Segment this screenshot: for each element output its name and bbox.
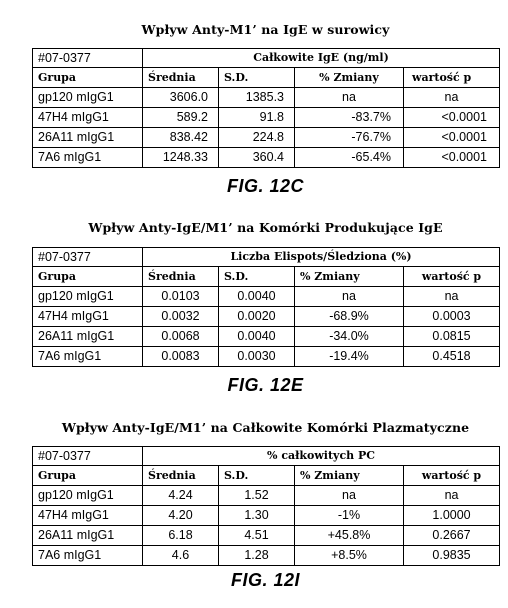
table-row [33,347,500,367]
cell-group: 26A11 mIgG1 [33,327,143,347]
figure-caption: FIG. 12E [227,375,304,395]
table-row [33,546,500,566]
cell-pvalue: 0.9835 [404,546,500,566]
cell-group: 26A11 mIgG1 [33,526,143,546]
cell-sd: 1.28 [219,546,295,566]
cell-pvalue: 0.0815 [404,327,500,347]
cell-pvalue: na [404,287,500,307]
table-title: Wpływ Anty-M1’ na IgE w surowicy [141,22,390,37]
header-row-2 [33,466,500,486]
data-table [32,48,500,168]
cell-group: 7A6 mIgG1 [33,347,143,367]
cell-pvalue: 0.2667 [404,526,500,546]
cell-mean: 6.18 [143,526,219,546]
cell-change: -34.0% [295,327,404,347]
cell-mean: 0.0068 [143,327,219,347]
cell-sd: 224.8 [219,128,295,148]
cell-change: -83.7% [295,108,404,128]
col-header-change: % Zmiany [295,466,404,486]
cell-change: na [295,88,404,108]
cell-change: +8.5% [295,546,404,566]
table-row [33,307,500,327]
col-header-pvalue: wartość p [404,267,500,287]
cell-change: na [295,486,404,506]
cell-group: 7A6 mIgG1 [33,148,143,168]
cell-pvalue: 0.4518 [404,347,500,367]
section-12e [32,210,499,405]
cell-group: gp120 mIgG1 [33,486,143,506]
cell-sd: 0.0030 [219,347,295,367]
col-header-sd: S.D. [219,267,295,287]
cell-pvalue: <0.0001 [404,148,500,168]
col-header-pvalue: wartość p [404,466,500,486]
cell-group: gp120 mIgG1 [33,287,143,307]
table-row [33,327,500,347]
cell-pvalue: na [404,486,500,506]
cell-pvalue: <0.0001 [404,108,500,128]
data-table [32,247,500,367]
cell-mean: 0.0032 [143,307,219,327]
cell-sd: 360.4 [219,148,295,168]
header-row-1 [33,248,500,267]
cell-sd: 1.52 [219,486,295,506]
span-header: Liczba Elispots/Śledziona (%) [143,248,500,267]
cell-group: 26A11 mIgG1 [33,128,143,148]
col-header-pvalue: wartość p [404,68,500,88]
cell-change: -19.4% [295,347,404,367]
cell-mean: 0.0103 [143,287,219,307]
cell-group: 47H4 mIgG1 [33,108,143,128]
col-header-change: % Zmiany [295,68,404,88]
cell-mean: 838.42 [143,128,219,148]
col-header-group: Grupa [33,68,143,88]
cell-pvalue: 0.0003 [404,307,500,327]
sample-id: #07-0377 [33,49,143,68]
table-title: Wpływ Anty-IgE/M1’ na Komórki Produkujące IgE [88,220,443,235]
table-row [33,108,500,128]
cell-sd: 4.51 [219,526,295,546]
cell-pvalue: 1.0000 [404,506,500,526]
cell-mean: 4.20 [143,506,219,526]
col-header-mean: Średnia [143,68,219,88]
cell-sd: 0.0020 [219,307,295,327]
cell-change: +45.8% [295,526,404,546]
figure-caption: FIG. 12I [230,570,301,590]
cell-mean: 4.6 [143,546,219,566]
col-header-mean: Średnia [143,267,219,287]
table-row [33,148,500,168]
cell-group: 47H4 mIgG1 [33,506,143,526]
col-header-sd: S.D. [219,68,295,88]
cell-mean: 4.24 [143,486,219,506]
data-table [32,446,500,566]
cell-sd: 91.8 [219,108,295,128]
cell-sd: 0.0040 [219,287,295,307]
cell-mean: 0.0083 [143,347,219,367]
header-row-2 [33,68,500,88]
cell-group: gp120 mIgG1 [33,88,143,108]
section-12c [32,0,499,200]
sample-id: #07-0377 [33,447,143,466]
table-row [33,287,500,307]
cell-sd: 0.0040 [219,327,295,347]
col-header-group: Grupa [33,267,143,287]
sample-id: #07-0377 [33,248,143,267]
cell-sd: 1385.3 [219,88,295,108]
cell-pvalue: <0.0001 [404,128,500,148]
col-header-mean: Średnia [143,466,219,486]
figure-caption: FIG. 12C [226,176,305,196]
cell-change: -68.9% [295,307,404,327]
col-header-sd: S.D. [219,466,295,486]
span-header: Całkowite IgE (ng/ml) [143,49,500,68]
cell-mean: 1248.33 [143,148,219,168]
cell-change: -1% [295,506,404,526]
cell-sd: 1.30 [219,506,295,526]
header-row-1 [33,49,500,68]
header-row-1 [33,447,500,466]
col-header-group: Grupa [33,466,143,486]
cell-mean: 3606.0 [143,88,219,108]
table-row [33,128,500,148]
cell-pvalue: na [404,88,500,108]
table-title: Wpływ Anty-IgE/M1’ na Całkowite Komórki Plazmatyczne [61,420,470,435]
table-row [33,506,500,526]
section-12i [32,410,499,608]
table-row [33,526,500,546]
cell-group: 7A6 mIgG1 [33,546,143,566]
cell-mean: 589.2 [143,108,219,128]
header-row-2 [33,267,500,287]
cell-change: -65.4% [295,148,404,168]
cell-change: na [295,287,404,307]
span-header: % całkowitych PC [143,447,500,466]
table-row [33,486,500,506]
table-row [33,88,500,108]
col-header-change: % Zmiany [295,267,404,287]
cell-group: 47H4 mIgG1 [33,307,143,327]
cell-change: -76.7% [295,128,404,148]
